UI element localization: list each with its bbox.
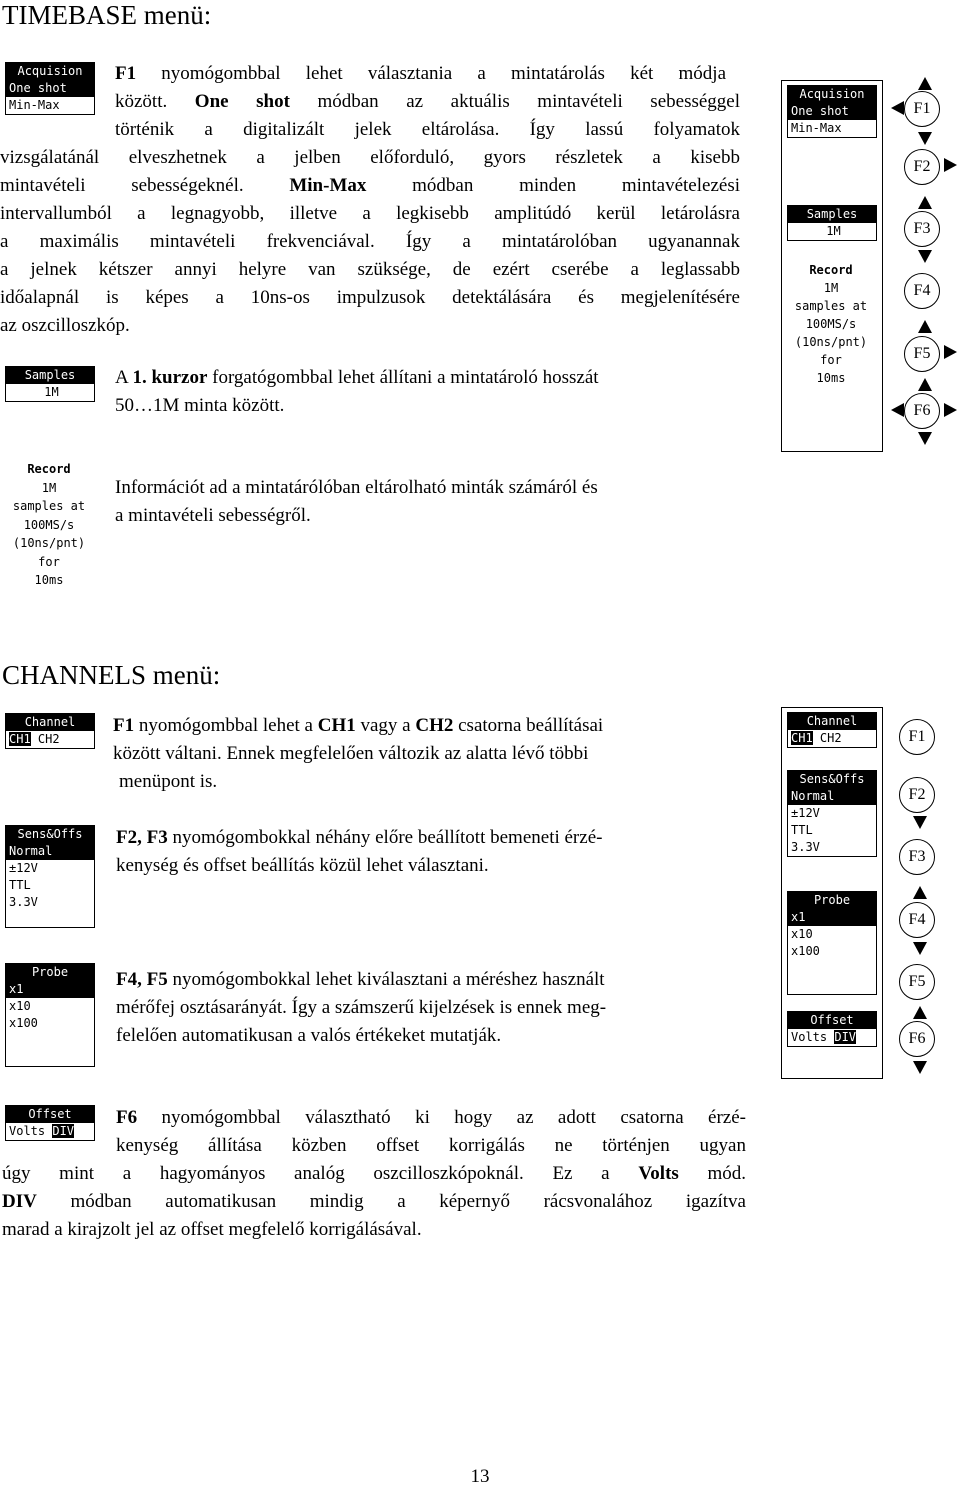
arrow-down-icon [918, 432, 932, 445]
panel-acquisition-widget: Acquision One shot Min-Max [787, 85, 877, 138]
arrow-down-icon [913, 942, 927, 955]
timebase-paragraph-3: Információt ad a mintatárólóban eltárolható minták számáról és a mintavételi sebességről. [115, 477, 598, 526]
panel-record-widget: Record 1M samples at 100MS/s (10ns/pnt) for 10ms [787, 261, 875, 387]
acquisition-option-minmax: Min-Max [9, 98, 60, 112]
panel-sens-offs-widget: Sens&Offs Normal ±12V TTL 3.3V [787, 770, 877, 857]
f6-key[interactable]: F6 [899, 1021, 935, 1057]
sens-offs-menu-widget: Sens&Offs Normal ±12V TTL 3.3V [5, 825, 95, 928]
f2-key[interactable]: F2 [904, 149, 940, 185]
arrow-up-icon [918, 320, 932, 333]
arrow-up-icon [913, 1006, 927, 1019]
samples-menu-widget [5, 366, 95, 402]
f5-key[interactable]: F5 [904, 336, 940, 372]
f3-key[interactable]: F3 [899, 839, 935, 875]
arrow-left-icon [891, 403, 904, 417]
panel-samples-widget: Samples 1M [787, 205, 877, 241]
arrow-right-icon [944, 158, 957, 172]
arrow-up-icon [918, 196, 932, 209]
arrow-up-icon [918, 378, 932, 391]
timebase-paragraph-2: A 1. kurzor forgatógombbal lehet állítani a mintatároló hosszát 50…1M minta között. [115, 367, 599, 416]
arrow-down-icon [918, 132, 932, 145]
channel-menu-widget: Channel CH1 CH2 [5, 713, 95, 749]
acquisition-option-oneshot: One shot [6, 80, 94, 97]
arrow-down-icon [918, 250, 932, 263]
f4-key[interactable]: F4 [899, 902, 935, 938]
arrow-right-icon [944, 345, 957, 359]
samples-value: 1M [44, 385, 59, 399]
channels-screen-panel [781, 707, 883, 1079]
f6-key[interactable]: F6 [904, 393, 940, 429]
f2-key[interactable]: F2 [899, 777, 935, 813]
arrow-down-icon [913, 816, 927, 829]
page-number: 13 [470, 1466, 490, 1487]
f1-key[interactable]: F1 [899, 719, 935, 755]
timebase-paragraph-1: F1 nyomógombbal lehet választania a mintatárolás két módja között. One shot módban az aktuális mintavételi sebességgel történik a digitalizált jelek eltárolása. Így lassú folyamatok vizsgálatánál elveszhetnek a jelben előforduló, gyors részletek a kisebb mintavételi sebességeknél. Min-Max módban minden mintavételezési intervallumból a legnagyobb, illetve a legkisebb amplitúdó kerül letárolásra a maximális mintavételi frekvenciával. Így a mintatárolóban ugyanannak a jelnek kétszer annyi helyre van szüksége, de ezért cserébe a leglassabb időalapnál is képes a 10ns-os impulzusok detektálására és megjelenítésére az oszcilloszkóp. [0, 63, 740, 336]
timebase-heading: TIMEBASE menü: [2, 0, 212, 30]
offset-menu-widget: Offset Volts DIV [5, 1105, 95, 1141]
timebase-screen-panel [781, 80, 883, 452]
f4-key[interactable]: F4 [904, 273, 940, 309]
arrow-up-icon [913, 886, 927, 899]
record-info-widget: Record 1M samples at 100MS/s (10ns/pnt) for 10ms [5, 460, 93, 590]
channels-paragraph-3: F4, F5 nyomógombokkal lehet kiválasztani a méréshez használt mérőfej osztásarányát. Így a számszerű kijelzések is ennek meg- felelően automatikusan a valós értékeket mutatják. [116, 969, 607, 1046]
samples-title: Samples [6, 367, 94, 384]
f5-key[interactable]: F5 [899, 964, 935, 1000]
arrow-right-icon [944, 403, 957, 417]
panel-channel-widget: Channel CH1 CH2 [787, 712, 877, 748]
arrow-left-icon [891, 101, 904, 115]
panel-probe-widget: Probe x1 x10 x100 [787, 891, 877, 995]
arrow-up-icon [918, 77, 932, 90]
channels-paragraph-1: F1 nyomógombbal lehet a CH1 vagy a CH2 csatorna beállításai között váltani. Ennek megfelelően változik az alatta lévő többi menüpont is. [113, 715, 604, 792]
f3-key[interactable]: F3 [904, 211, 940, 247]
panel-offset-widget: Offset Volts DIV [787, 1011, 877, 1047]
acquisition-title: Acquision [6, 63, 94, 80]
channels-paragraph-4: F6 nyomógombbal választható ki hogy az adott csatorna érzé- kenység állítása közben offset korrigálás ne történjen ugyan úgy mint a hagyományos analóg oszcilloszkópoknál. Ez a Volts mód. DIV módban automatikusan mindig a képernyő rácsvonalához igazítva marad a kirajzolt jel az offset megfelelő korrigálásával. [2, 1107, 747, 1240]
f1-key[interactable]: F1 [904, 91, 940, 127]
channels-heading: CHANNELS menü: [2, 660, 221, 690]
channels-paragraph-2: F2, F3 nyomógombokkal néhány előre beállított bemeneti érzé- kenység és offset beállítás közül lehet választani. [116, 827, 603, 876]
probe-menu-widget: Probe x1 x10 x100 [5, 963, 95, 1067]
arrow-down-icon [913, 1061, 927, 1074]
